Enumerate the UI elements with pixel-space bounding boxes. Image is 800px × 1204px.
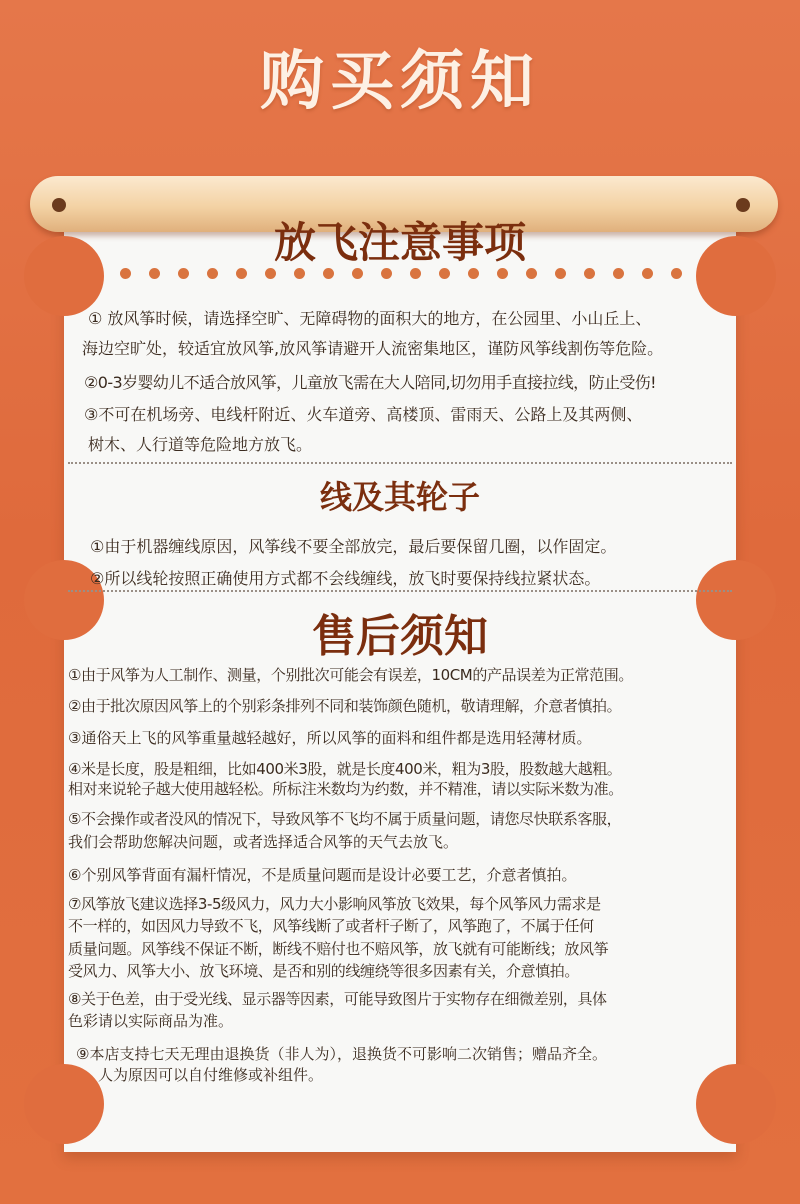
notice-line: 不一样的，如因风力导致不飞，风筝线断了或者杆子断了，风筝跑了，不属于任何 (68, 917, 594, 935)
notice-line: ⑨本店支持七天无理由退换货（非人为），退换货不可影响二次销售；赠品齐全。 (76, 1045, 607, 1063)
dot (642, 268, 653, 279)
dotted-divider (68, 462, 732, 464)
dot (555, 268, 566, 279)
notice-line: ⑤不会操作或者没风的情况下，导致风筝不飞均不属于质量问题，请您尽快联系客服， (68, 810, 622, 828)
dot (613, 268, 624, 279)
notice-line: 海边空旷处，较适宜放风筝,放风筝请避开人流密集地区，谨防风筝线割伤等危险。 (82, 339, 664, 358)
dot (410, 268, 421, 279)
right-notch-3 (696, 1064, 776, 1144)
notice-line: ③不可在机场旁、电线杆附近、火车道旁、高楼顶、雷雨天、公路上及其两侧、 (84, 405, 643, 424)
notice-line: 受风力、风筝大小、放飞环境、是否和别的线缠绕等很多因素有关，介意慎拍。 (68, 962, 580, 980)
notice-line: ①由于风筝为人工制作、测量，个别批次可能会有误差，10CM的产品误差为正常范围。 (68, 666, 633, 684)
section-title-after-sales: 售后须知 (312, 611, 488, 662)
dot (671, 268, 682, 279)
notice-line: ②由于批次原因风筝上的个别彩条排列不同和装饰颜色随机，敬请理解，介意者慎拍。 (68, 697, 622, 715)
notice-line: 树木、人行道等危险地方放飞。 (88, 435, 313, 454)
notice-line: ①由于机器缠线原因，风筝线不要全部放完，最后要保留几圈，以作固定。 (90, 537, 617, 556)
left-notch-3 (24, 1064, 104, 1144)
notice-line: ① 放风筝时候，请选择空旷、无障碍物的面积大的地方，在公园里、小山丘上、 (88, 309, 652, 328)
dot (236, 268, 247, 279)
dot (468, 268, 479, 279)
notice-line: 色彩请以实际商品为准。 (68, 1012, 234, 1030)
notice-line: 人为原因可以自付维修或补组件。 (98, 1066, 324, 1084)
dot-row (120, 268, 680, 282)
notice-line: ②0-3岁婴幼儿不适合放风筝，儿童放飞需在大人陪同,切勿用手直接拉线，防止受伤! (84, 373, 656, 392)
dotted-divider (68, 590, 732, 592)
notice-line: 我们会帮助您解决问题，或者选择适合风筝的天气去放飞。 (68, 833, 459, 851)
dot (381, 268, 392, 279)
notice-line: 相对来说轮子越大使用越轻松。所标注米数均为约数，并不精准，请以实际米数为准。 (68, 780, 623, 798)
dot (584, 268, 595, 279)
dot (120, 268, 131, 279)
dot (352, 268, 363, 279)
dot (497, 268, 508, 279)
dot (439, 268, 450, 279)
notice-line: ④米是长度，股是粗细，比如400米3股，就是长度400米，粗为3股，股数越大越粗。 (68, 760, 622, 778)
dot (323, 268, 334, 279)
dot (526, 268, 537, 279)
notice-line: ③通俗天上飞的风筝重量越轻越好，所以风筝的面料和组件都是选用轻薄材质。 (68, 729, 592, 747)
section-title-flying-notes: 放飞注意事项 (273, 218, 526, 267)
notice-line: 质量问题。风筝线不保证不断，断线不赔付也不赔风筝，放飞就有可能断线；放风筝 (68, 940, 609, 958)
dot (178, 268, 189, 279)
dot (294, 268, 305, 279)
dot (265, 268, 276, 279)
dot (149, 268, 160, 279)
notice-line: ②所以线轮按照正确使用方式都不会线缠线，放飞时要保持线拉紧状态。 (90, 569, 601, 588)
rod-right-knob (736, 198, 750, 212)
notice-line: ⑧关于色差，由于受光线、显示器等因素，可能导致图片于实物存在细微差别，具体 (68, 990, 607, 1008)
notice-line: ⑦风筝放飞建议选择3-5级风力，风力大小影响风筝放飞效果，每个风筝风力需求是 (68, 895, 601, 913)
notice-line: ⑥个别风筝背面有漏杆情况，不是质量问题而是设计必要工艺，介意者慎拍。 (68, 866, 577, 884)
section-title-line-reel: 线及其轮子 (319, 478, 480, 516)
dot (207, 268, 218, 279)
page-title: 购买须知 (260, 45, 540, 119)
